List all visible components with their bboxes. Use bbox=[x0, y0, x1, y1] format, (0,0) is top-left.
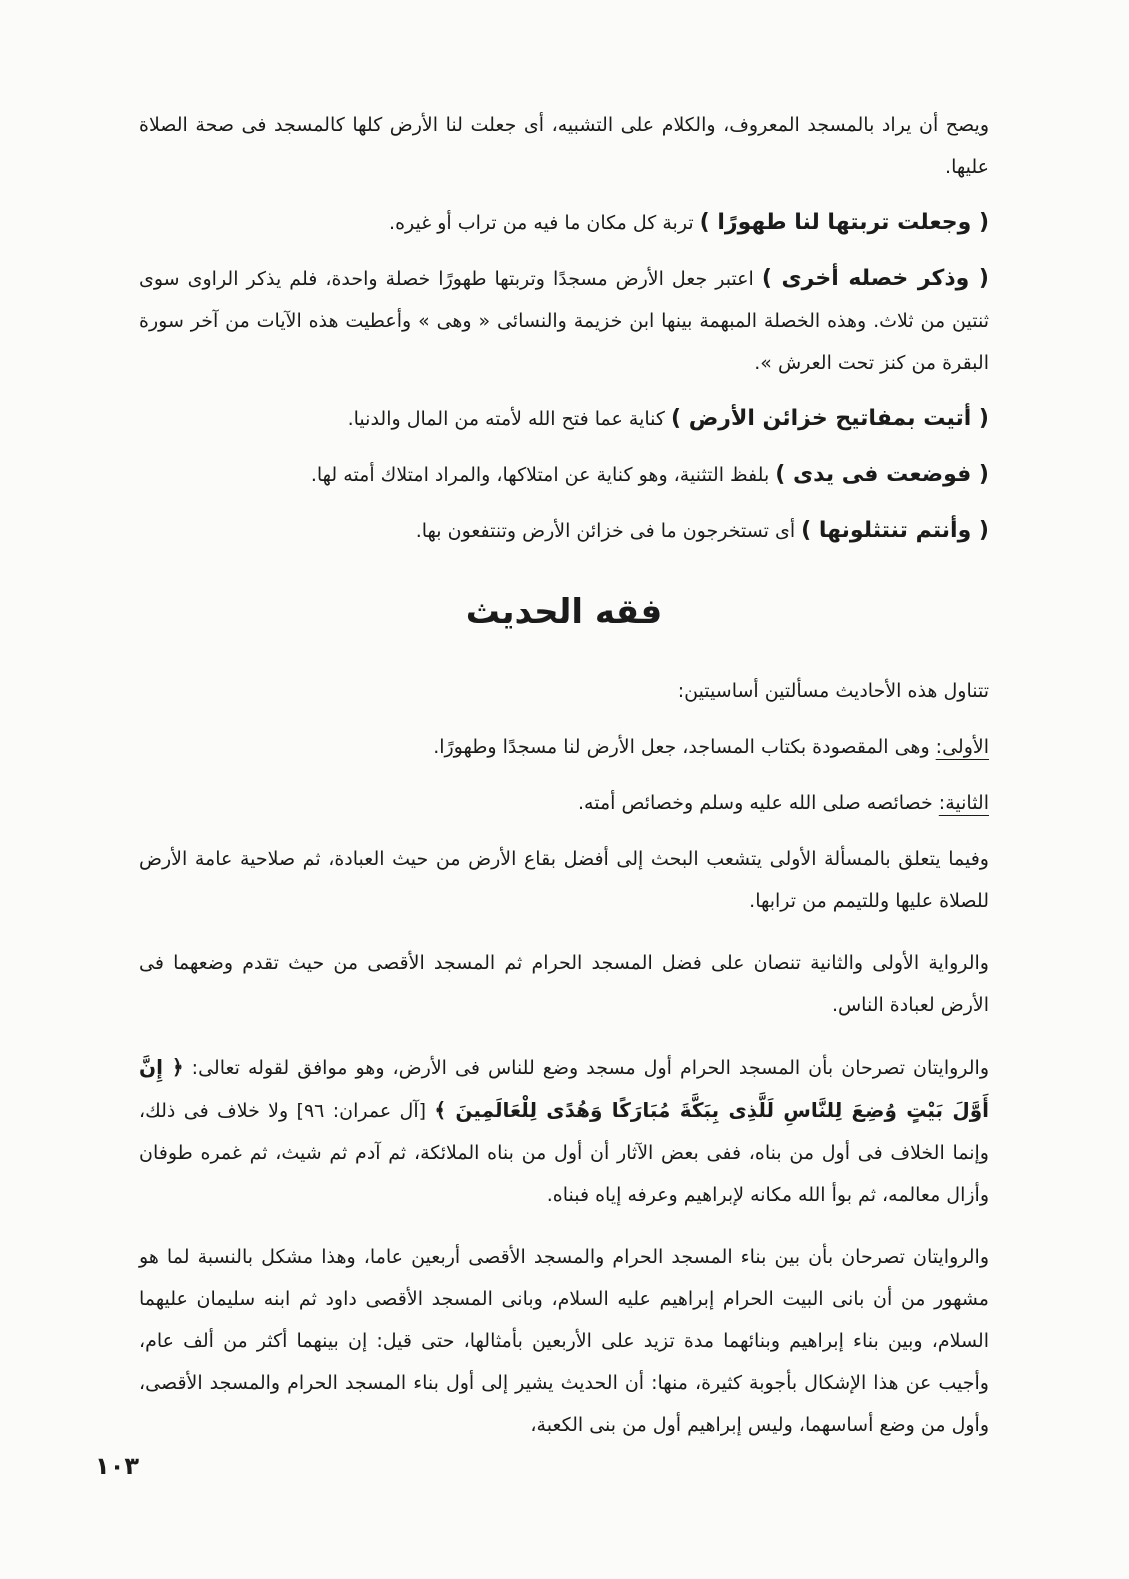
text-before-verse: والروايتان تصرحان بأن المسجد الحرام أول مسجد وضع للناس فى الأرض، وهو موافق لقوله تعالى: bbox=[183, 1057, 989, 1079]
paragraph-4 bbox=[139, 398, 989, 440]
fiqh-first-issue bbox=[139, 726, 989, 768]
paragraph-5 bbox=[139, 454, 989, 496]
explanation: تربة كل مكان ما فيه من تراب أو غيره. bbox=[389, 212, 700, 234]
paragraph-1: ويصح أن يراد بالمسجد المعروف، والكلام على التشبيه، أى جعلت لنا الأرض كلها كالمسجد فى صحة الصلاة عليها. bbox=[139, 114, 989, 178]
second-label: الثانية: bbox=[938, 792, 989, 814]
first-label: الأولى: bbox=[935, 736, 989, 758]
explanation: أى تستخرجون ما فى خزائن الأرض وتنتفعون بها. bbox=[415, 520, 802, 542]
second-text: خصائصه صلى الله عليه وسلم وخصائص أمته. bbox=[578, 792, 939, 814]
paragraph-6 bbox=[139, 510, 989, 552]
first-text: وهى المقصودة بكتاب المساجد، جعل الأرض لنا مسجدًا وطهورًا. bbox=[433, 736, 936, 758]
hadith-phrase: ( فوضعت فى يدى ) bbox=[775, 462, 989, 487]
fiqh-paragraph-c bbox=[139, 1046, 989, 1216]
explanation: بلفظ التثنية، وهو كناية عن امتلاكها، والمراد امتلاك أمته لها. bbox=[310, 464, 776, 486]
hadith-phrase: ( وجعلت تربتها لنا طهورًا ) bbox=[699, 210, 989, 235]
page-body bbox=[139, 104, 989, 1446]
section-title: فقه الحديث bbox=[465, 592, 663, 632]
fiqh-second-issue bbox=[139, 782, 989, 824]
fiqh-paragraph-d: والروايتان تصرحان بأن بين بناء المسجد الحرام والمسجد الأقصى أربعين عاما، وهذا مشكل بالنسبة لما هو مشهور من أن بانى البيت الحرام إبراهيم عليه السلام، وبانى المسجد الأقصى داود ثم ابنه سليمان عليهما السلام، وبين بناء إبراهيم وبنائهما مدة تزيد على الأربعين بأمثالها، حتى قيل: إن بينهما أكثر من ألف عام، وأجيب عن هذا الإشكال بأجوبة كثيرة، منها: أن الحديث يشير إلى أول بناء المسجد الحرام والمسجد الأقصى، وأول من وضع أساسهما، وليس إبراهيم أول من بنى الكعبة، bbox=[139, 1246, 989, 1436]
fiqh-paragraph-b: والرواية الأولى والثانية تنصان على فضل المسجد الحرام ثم المسجد الأقصى من حيث تقدم وضعهما فى الأرض لعبادة الناس. bbox=[139, 952, 989, 1016]
page-number: ١٠٣ bbox=[95, 1452, 139, 1480]
paragraph-2 bbox=[139, 202, 989, 244]
hadith-phrase: ( وأنتم تنتثلونها ) bbox=[801, 518, 989, 543]
hadith-phrase: ( وذكر خصله أخرى ) bbox=[761, 266, 989, 291]
explanation: اعتبر جعل الأرض مسجدًا وتربتها طهورًا خصلة واحدة، فلم يذكر الراوى سوى ثنتين من ثلاث. وهذه الخصلة المبهمة بينها ابن خزيمة والنسائى « وهى » وأعطيت هذه الآيات من آخر سورة البقرة من كنز تحت العرش ». bbox=[139, 268, 989, 374]
fiqh-intro: تتناول هذه الأحاديث مسألتين أساسيتين: bbox=[677, 680, 989, 702]
quran-verse: ﴿ إِنَّ أَوَّلَ بَيْتٍ وُضِعَ لِلنَّاسِ لَلَّذِى بِبَكَّةَ مُبَارَكًا وَهُدًى لِلْعَالَمِينَ ﴾ bbox=[139, 1055, 989, 1122]
fiqh-paragraph-a: وفيما يتعلق بالمسألة الأولى يتشعب البحث إلى أفضل بقاع الأرض من حيث العبادة، ثم صلاحية عامة الأرض للصلاة عليها وللتيمم من ترابها. bbox=[139, 848, 989, 912]
text-after-verse: [آل عمران: ٩٦] ولا خلاف فى ذلك، وإنما الخلاف فى أول من بناه، ففى بعض الآثار أن أول من بناه الملائكة، ثم آدم ثم شيث، ثم غمره طوفان وأزال معالمه، ثم بوأ الله مكانه لإبراهيم وعرفه إياه فبناه. bbox=[139, 1100, 989, 1206]
explanation: كناية عما فتح الله لأمته من المال والدنيا. bbox=[347, 408, 671, 430]
paragraph-3 bbox=[139, 258, 989, 384]
hadith-phrase: ( أتيت بمفاتيح خزائن الأرض ) bbox=[670, 406, 989, 431]
